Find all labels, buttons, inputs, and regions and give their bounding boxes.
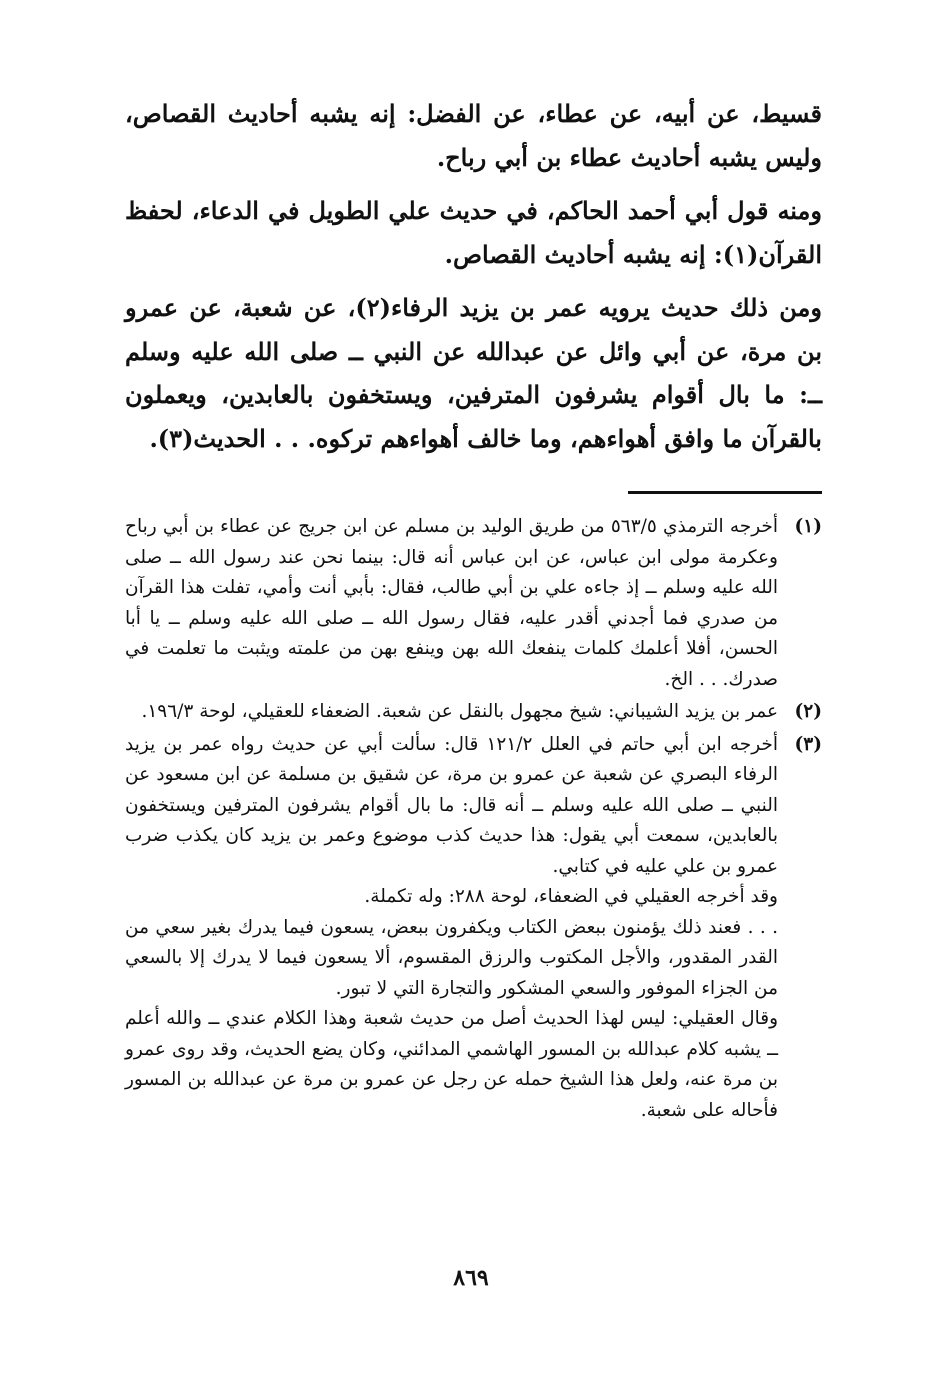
main-paragraph: قسيط، عن أبيه، عن عطاء، عن الفضل: إنه يشبه أحاديث القصاص، وليس يشبه أحاديث عطاء بن أبي رباح. (125, 99, 822, 172)
footnote-text: وقال العقيلي: ليس لهذا الحديث أصل من حديث شعبة وهذا الكلام عندي ــ والله أعلم ــ يشبه كلام عبدالله بن المسور الهاشمي المدائني، وكان يضع الحديث، وقد روى عمرو بن مرة عنه، ولعل هذا الشيخ حمله عن رجل عن عمرو بن مرة عن عبدالله بن المسور فأحاله على شعبة. (125, 1008, 778, 1121)
footnote-number: (١) (794, 516, 822, 537)
footnote-text: . . . فعند ذلك يؤمنون ببعض الكتاب ويكفرون ببعض، يسعون فيما يدرك بغير سعي من القدر المقدور، والأجل المكتوب والرزق المقسوم، ألا يسعون فيما لا يدرك إلا بالسعي من الجزاء الموفور والسعي المشكور والتجارة التي لا تبور. (125, 916, 778, 999)
main-paragraph: ومن ذلك حديث يرويه عمر بن يزيد الرفاء(٢)، عن شعبة، عن عمرو بن مرة، عن أبي وائل عن عبدالله عن النبي ــ صلى الله عليه وسلم ــ: ما بال أقوام يشرفون المترفين، ويستخفون بالعابدين، ويعملون بالقرآن ما وافق أهواءهم، وما خالف أهواءهم تركوه. . . الحديث(٣). (125, 293, 822, 453)
footnote-text: أخرجه ابن أبي حاتم في العلل ١٢١/٢ قال: سألت أبي عن حديث رواه عمر بن يزيد الرفاء البصري عن شعبة عن عمرو بن مرة، عن شقيق بن مسلمة عن ابن مسعود عن النبي ــ صلى الله عليه وسلم ــ أنه قال: ما بال أقوام يشرفون المترفين ويستخفون بالعابدين، سمعت أبي يقول: هذا حديث كذب موضوع وعمر بن يزيد كان يكذب ضرب عمرو بن علي عليه في كتابي. (125, 733, 778, 877)
footnotes (125, 512, 822, 1128)
main-text (125, 92, 822, 460)
page-number: ٨٦٩ (453, 1265, 489, 1291)
footnote-text: أخرجه الترمذي ٥٦٣/٥ من طريق الوليد بن مسلم عن ابن جريج عن عطاء بن أبي رباح وعكرمة مولى ابن عباس، عن ابن عباس أنه قال: بينما نحن عند رسول الله ــ صلى الله عليه وسلم ــ إذ جاءه علي بن أبي طالب، فقال: بأبي أنت وأمي، تفلت هذا القرآن من صدري فما أجدني أقدر عليه، فقال رسول الله ــ صلى الله عليه وسلم ــ يا أبا الحسن، أفلا أعلمك كلمات ينفعك الله بهن وينفع بهن من علمته ويثبت ما تعلمت في صدرك. . . الخ. (125, 516, 778, 690)
footnote-text: عمر بن يزيد الشيباني: شيخ مجهول بالنقل عن شعبة. الضعفاء للعقيلي، لوحة ١٩٦/٣. (141, 701, 778, 722)
footnote-3 (125, 730, 822, 1127)
footnote-2 (125, 697, 822, 728)
footnote-1 (125, 512, 822, 695)
footnote-number: (٢) (794, 701, 822, 722)
footnote-number: (٣) (794, 733, 822, 755)
footnote-separator (628, 491, 822, 494)
main-paragraph: ومنه قول أبي أحمد الحاكم، في حديث علي الطويل في الدعاء، لحفظ القرآن(١): إنه يشبه أحاديث القصاص. (125, 196, 822, 269)
footnote-text: وقد أخرجه العقيلي في الضعفاء، لوحة ٢٨٨: وله تكملة. (364, 886, 778, 907)
